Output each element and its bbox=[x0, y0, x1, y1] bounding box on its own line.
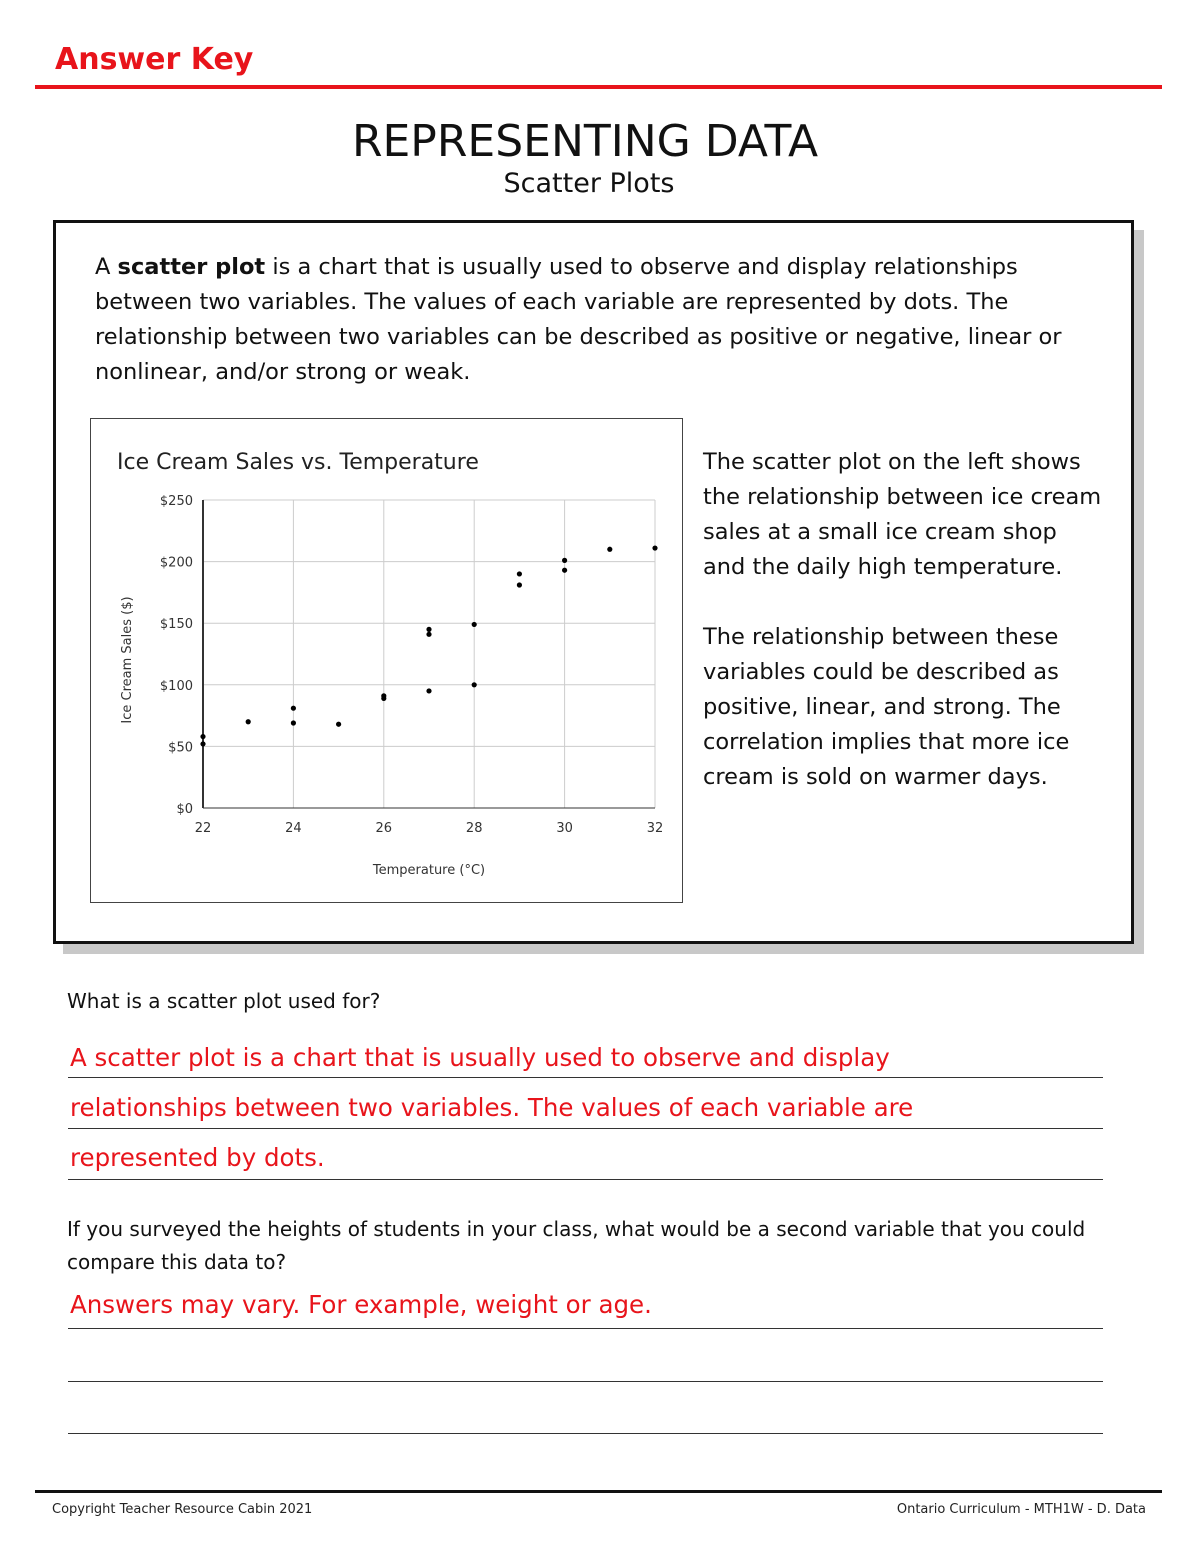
data-point bbox=[562, 568, 567, 573]
question-1: What is a scatter plot used for? bbox=[67, 989, 381, 1013]
intro-paragraph bbox=[95, 250, 1095, 390]
answer-1-line-2: relationships between two variables. The values of each variable are bbox=[70, 1093, 914, 1122]
data-point bbox=[562, 558, 567, 563]
chart-y-axis-label: Ice Cream Sales ($) bbox=[120, 596, 135, 724]
intro-text: is a chart that is usually used to observe and display relationships between two variables. The values of each variable are represented by dots. The relationship between two variables can be described as positive or negative, linear or nonlinear, and/or strong or weak. bbox=[95, 254, 1062, 385]
answer-line bbox=[68, 1128, 1103, 1129]
x-tick-label: 26 bbox=[375, 821, 393, 836]
x-tick-label: 32 bbox=[646, 821, 664, 836]
scatter-chart-frame bbox=[90, 418, 683, 903]
answer-1-line-3: represented by dots. bbox=[70, 1143, 325, 1172]
answer-line bbox=[68, 1381, 1103, 1382]
description-paragraph-2: The relationship between these variables could be described as positive, linear, and strong. The correlation implies that more ice cream is sold on warmer days. bbox=[703, 624, 1070, 790]
chart-axes bbox=[203, 500, 655, 808]
chart-description bbox=[703, 445, 1103, 830]
data-point bbox=[652, 545, 657, 550]
data-point bbox=[426, 688, 431, 693]
footer-curriculum: Ontario Curriculum - MTH1W - D. Data bbox=[896, 1502, 1146, 1517]
answer-line bbox=[68, 1328, 1103, 1329]
y-tick-label: $100 bbox=[159, 678, 193, 694]
x-tick-label: 30 bbox=[556, 821, 573, 836]
question-2: If you surveyed the heights of students in your class, what would be a second variable that you could compare this data to? bbox=[67, 1217, 1086, 1274]
x-tick-label: 22 bbox=[194, 821, 212, 836]
answer-1-line-1: A scatter plot is a chart that is usually used to observe and display bbox=[70, 1043, 890, 1072]
chart-x-axis-label: Temperature (°C) bbox=[372, 863, 486, 878]
data-point bbox=[381, 696, 386, 701]
page-title: REPRESENTING DATA bbox=[351, 116, 819, 167]
data-point bbox=[517, 571, 522, 576]
data-point bbox=[200, 741, 205, 746]
data-point bbox=[291, 720, 296, 725]
footer-copyright: Copyright Teacher Resource Cabin 2021 bbox=[52, 1502, 313, 1517]
data-point bbox=[607, 547, 612, 552]
answer-line bbox=[68, 1179, 1103, 1180]
y-tick-label: $50 bbox=[168, 740, 193, 756]
data-point bbox=[517, 582, 522, 587]
answer-line bbox=[68, 1433, 1103, 1434]
x-tick-label: 28 bbox=[465, 821, 483, 836]
y-tick-label: $0 bbox=[176, 802, 193, 817]
chart-points bbox=[200, 545, 657, 746]
y-tick-label: $250 bbox=[159, 494, 193, 509]
scatter-chart bbox=[91, 419, 682, 902]
y-tick-label: $150 bbox=[159, 617, 193, 633]
data-point bbox=[246, 719, 251, 724]
answer-line bbox=[68, 1077, 1103, 1078]
data-point bbox=[200, 734, 205, 739]
chart-title: Ice Cream Sales vs. Temperature bbox=[117, 450, 479, 475]
answer-key-label: Answer Key bbox=[55, 42, 254, 77]
data-point bbox=[472, 622, 477, 627]
chart-grid bbox=[203, 500, 655, 808]
data-point bbox=[426, 632, 431, 637]
answer-2-line-1: Answers may vary. For example, weight or age. bbox=[70, 1290, 652, 1319]
page-subtitle: Scatter Plots bbox=[503, 168, 675, 199]
data-point bbox=[472, 682, 477, 687]
intro-term: scatter plot bbox=[117, 254, 266, 280]
description-paragraph-1: The scatter plot on the left shows the relationship between ice cream sales at a small ice cream shop and the daily high temperature. bbox=[703, 449, 1102, 580]
y-tick-label: $200 bbox=[159, 555, 193, 571]
chart-ticks bbox=[160, 494, 663, 836]
data-point bbox=[336, 722, 341, 727]
x-tick-label: 24 bbox=[285, 821, 302, 836]
data-point bbox=[426, 627, 431, 632]
intro-prefix: A bbox=[95, 254, 118, 280]
footer-divider bbox=[35, 1490, 1162, 1493]
header-divider bbox=[35, 85, 1162, 89]
data-point bbox=[291, 706, 296, 711]
